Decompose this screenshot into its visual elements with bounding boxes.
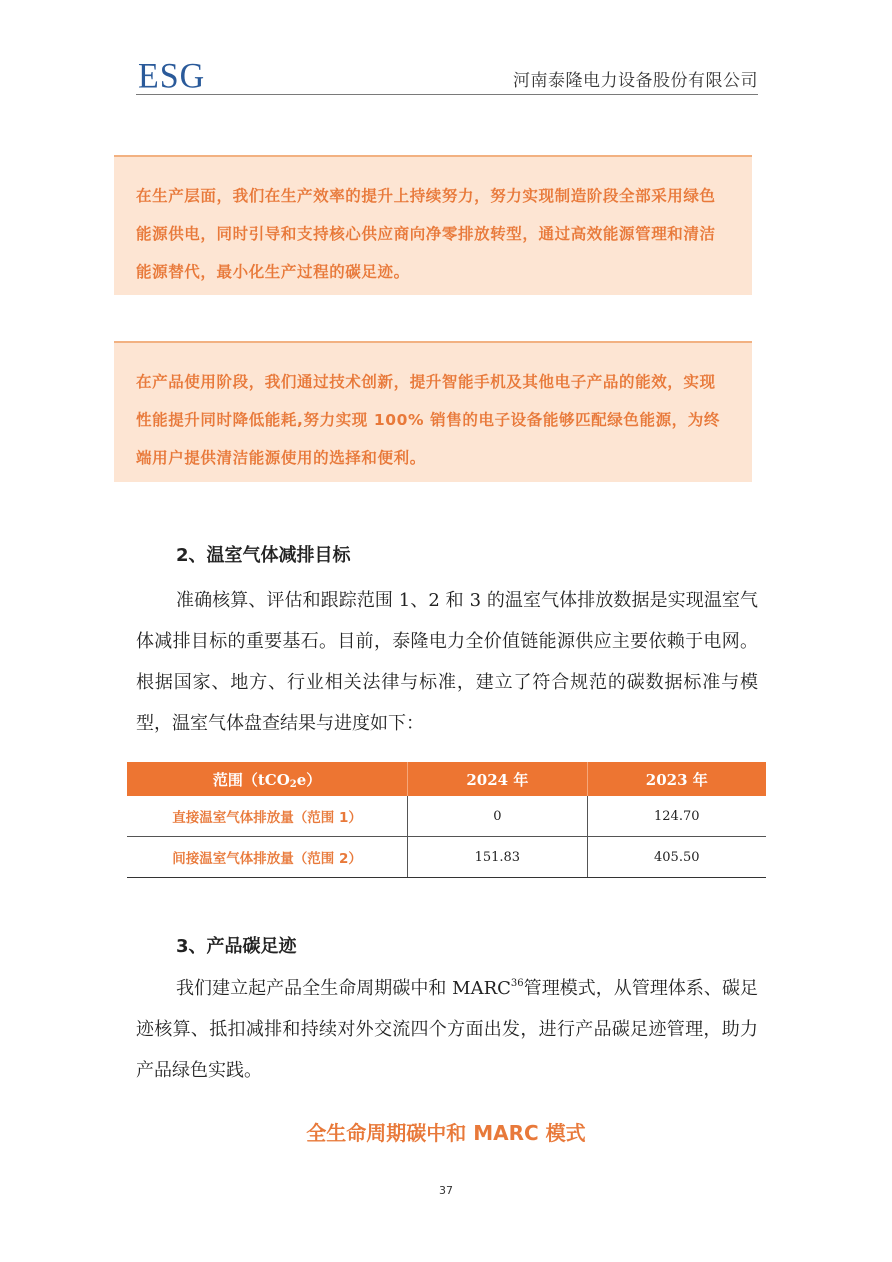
section-2-heading: 2、温室气体减排目标 [176,545,351,566]
page-number: 37 [439,1184,453,1197]
callout-production-text: 在生产层面，我们在生产效率的提升上持续努力，努力实现制造阶段全部采用绿色能源供电，同时引导和支持核心供应商向净零排放转型，通过高效能源管理和清洁能源替代，最小化生产过程的碳足迹。 [136,187,716,281]
company-name: 河南泰隆电力设备股份有限公司 [513,71,758,91]
cell-2023: 124.70 [587,796,766,837]
footnote-marker: 36 [510,978,524,989]
table-row [127,796,766,837]
table-row [127,837,766,878]
row-label: 直接温室气体排放量（范围 1） [127,796,408,837]
header-2023: 2023 年 [587,762,766,796]
callout-product-use-text: 在产品使用阶段，我们通过技术创新，提升智能手机及其他电子产品的能效，实现性能提升同时降低能耗,努力实现 100% 销售的电子设备能够匹配绿色能源，为终端用户提供清洁能源使用的选择和便利。 [136,373,720,467]
row-label: 间接温室气体排放量（范围 2） [127,837,408,878]
callout-product-use [114,341,752,482]
ghg-emissions-table [127,762,766,878]
section-3-heading: 3、产品碳足迹 [176,936,297,957]
cell-2024: 151.83 [408,837,587,878]
section-3-paragraph: 我们建立起产品全生命周期碳中和 MARC$^{36}$管理模式，从管理体系、碳足迹核算、抵扣减排和持续对外交流四个方面出发，进行产品碳足迹管理，助力产品绿色实践。 [136,978,758,1081]
header-2024: 2024 年 [408,762,587,796]
esg-logo: ESG [138,57,206,96]
table-header-row [127,762,766,796]
figure-title: 全生命周期碳中和 MARC 模式 [306,1121,586,1145]
cell-2024: 0 [408,796,587,837]
cell-2023: 405.50 [587,837,766,878]
page-header [136,58,758,95]
header-scope: 范围（tCO$_2$e） [127,762,408,796]
section-2-paragraph: 准确核算、评估和跟踪范围 1、2 和 3 的温室气体排放数据是实现温室气体减排目标的重要基石。目前，泰隆电力全价值链能源供应主要依赖于电网。根据国家、地方、行业相关法律与标准，建立了符合规范的碳数据标准与模型，温室气体盘查结果与进度如下： [136,590,758,734]
callout-production [114,155,752,295]
